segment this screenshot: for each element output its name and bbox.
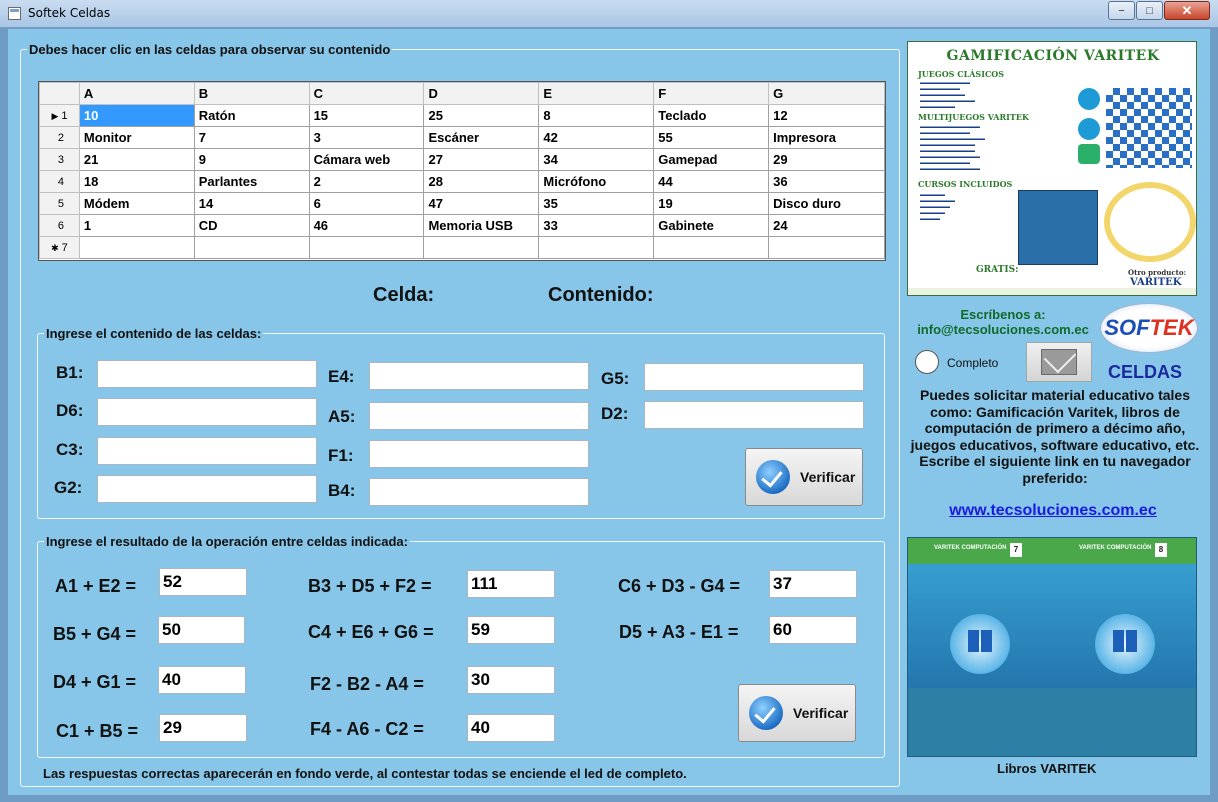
title-bar	[0, 0, 1218, 28]
grid-row[interactable]	[40, 193, 885, 215]
windows-logo-icon	[968, 630, 992, 652]
book-header	[1053, 538, 1197, 564]
book-tag: VARITEK COMPUTACIÓN	[934, 545, 1007, 551]
grid-cell[interactable]: 46	[309, 215, 424, 237]
grid-cell[interactable]: 55	[654, 127, 769, 149]
op-label: F4 - A6 - C2 =	[310, 719, 424, 739]
op-label: B5 + G4 =	[53, 624, 137, 644]
op-input-f4-a6-c2[interactable]	[467, 714, 555, 742]
completo-label: Completo	[947, 356, 999, 370]
op-label: C6 + D3 - G4 =	[618, 576, 741, 596]
row-number: 6	[57, 219, 65, 232]
cell-grid[interactable]	[38, 81, 886, 261]
grid-cell[interactable]: Cámara web	[309, 149, 424, 171]
b4-input[interactable]	[369, 478, 589, 506]
d2-input[interactable]	[644, 401, 864, 429]
promo-title: GAMIFICACIÓN VARITEK	[946, 48, 1160, 64]
grid-cell[interactable]: Teclado	[654, 105, 769, 127]
op-input-c6-d3-g4[interactable]	[769, 570, 857, 598]
book-number: 7	[1010, 543, 1022, 557]
grid-cell[interactable]: 29	[769, 149, 885, 171]
contact-line: Escríbenos a:	[960, 307, 1046, 322]
field-label-a5: A5:	[328, 407, 356, 426]
field-label-c3: C3:	[56, 440, 84, 459]
op-input-d5-a3-e1[interactable]	[769, 616, 857, 644]
row-number: 1	[61, 109, 68, 122]
grid-cell[interactable]	[309, 237, 424, 259]
field-label-b4: B4:	[328, 481, 356, 500]
book-number: 8	[1155, 543, 1167, 557]
row-number: 4	[57, 175, 65, 188]
contact-block	[908, 307, 1098, 337]
check-icon	[756, 460, 790, 494]
promo-otro: Otro producto:	[1128, 268, 1187, 277]
app-icon	[8, 7, 21, 20]
gamification-promo-image	[907, 41, 1197, 296]
grid-cell[interactable]: 10	[79, 105, 194, 127]
op-input-b5-g4[interactable]	[158, 616, 245, 644]
grid-cell[interactable]: 14	[194, 193, 309, 215]
grid-cell[interactable]: Impresora	[769, 127, 885, 149]
grid-cell[interactable]: 2	[309, 171, 424, 193]
grid-cell[interactable]: Parlantes	[194, 171, 309, 193]
logo-tek: TEK	[1149, 315, 1194, 340]
column-header[interactable]: G	[769, 83, 885, 105]
column-header[interactable]: F	[654, 83, 769, 105]
field-label-d2: D2:	[601, 404, 629, 423]
field-label-e4: E4:	[328, 367, 355, 386]
book-base-graphic	[908, 688, 1053, 757]
b1-input[interactable]	[97, 360, 317, 388]
grid-cell[interactable]: Disco duro	[769, 193, 885, 215]
a5-input[interactable]	[369, 402, 589, 430]
grid-cell[interactable]	[654, 237, 769, 259]
maximize-button[interactable]: □	[1136, 1, 1163, 20]
grid-cell[interactable]	[194, 237, 309, 259]
info-text: Puedes solicitar material educativo tales como: Gamificación Varitek, libros de computación de primero a décimo año, juegos educativos, software educativo, etc. Escribe el siguiente link en tu navegador preferido:	[910, 387, 1200, 486]
grid-cell[interactable]: 19	[654, 193, 769, 215]
grid-section-title: Debes hacer clic en las celdas para observar su contenido	[29, 42, 391, 57]
op-input-c4-e6-g6[interactable]	[467, 616, 555, 644]
grid-cell[interactable]: Ratón	[194, 105, 309, 127]
row-header[interactable]	[40, 149, 80, 171]
refresh-icon	[1078, 118, 1100, 140]
op-input-a1-e2[interactable]	[159, 568, 247, 596]
book-cover-8	[1053, 538, 1197, 757]
op-label: F2 - B2 - A4 =	[310, 674, 424, 694]
hand-icon	[1078, 144, 1100, 164]
promo-brand: VARITEK	[1130, 277, 1182, 288]
grid-row[interactable]	[40, 171, 885, 193]
verify-content-label: Verificar	[800, 469, 856, 485]
column-header[interactable]: B	[194, 83, 309, 105]
varitek-books-image	[907, 537, 1197, 757]
row-header[interactable]	[40, 127, 80, 149]
row-marker: ▶	[51, 110, 59, 121]
celda-label: Celda:	[373, 284, 435, 306]
books-label: Libros VARITEK	[997, 761, 1097, 776]
op-label: D5 + A3 - E1 =	[619, 622, 739, 642]
grid-cell[interactable]: 21	[79, 149, 194, 171]
grid-cell[interactable]: 27	[424, 149, 539, 171]
grid-row[interactable]	[40, 237, 885, 259]
row-header[interactable]	[40, 215, 80, 237]
grid-cell[interactable]: 44	[654, 171, 769, 193]
verify-content-button[interactable]	[745, 448, 863, 506]
row-number: 5	[57, 197, 65, 210]
book-header	[908, 538, 1053, 564]
grid-cell[interactable]: CD	[194, 215, 309, 237]
op-input-b3-d5-f2[interactable]	[467, 570, 555, 598]
grid-cell[interactable]: 12	[769, 105, 885, 127]
row-header[interactable]	[40, 105, 80, 127]
op-label: C4 + E6 + G6 =	[308, 622, 434, 642]
grid-cell[interactable]: Micrófono	[539, 171, 654, 193]
book-base-graphic	[1053, 688, 1197, 757]
celdas-title: CELDAS	[1108, 362, 1183, 382]
grid-cell[interactable]: 28	[424, 171, 539, 193]
grid-cell[interactable]: 6	[309, 193, 424, 215]
row-header[interactable]	[40, 237, 80, 259]
grid-cell[interactable]: 33	[539, 215, 654, 237]
column-header[interactable]: C	[309, 83, 424, 105]
op-input-f2-b2-a4[interactable]	[467, 666, 555, 694]
promo-gratis: GRATIS:	[976, 265, 1019, 275]
grid-cell[interactable]: 47	[424, 193, 539, 215]
verify-operations-label: Verificar	[793, 705, 849, 721]
grid-row[interactable]	[40, 127, 885, 149]
grid-cell[interactable]: 1	[79, 215, 194, 237]
logo-sof: SOF	[1104, 315, 1150, 340]
column-header[interactable]: D	[424, 83, 539, 105]
column-header[interactable]: A	[79, 83, 194, 105]
field-label-g5: G5:	[601, 369, 630, 388]
grid-row[interactable]	[40, 105, 885, 127]
row-header[interactable]	[40, 193, 80, 215]
play-icon	[1078, 88, 1100, 110]
footer-note: Las respuestas correctas aparecerán en fondo verde, al contestar todas se enciende el led de completo.	[43, 766, 687, 781]
op-label: C1 + B5 =	[56, 721, 139, 741]
check-icon	[749, 696, 783, 730]
contenido-label: Contenido:	[548, 284, 654, 306]
contact-email: info@tecsoluciones.com.ec	[917, 322, 1089, 337]
promo-text-block: ▬▬▬▬▬▬▬▬▬▬▬▬ ▬▬▬▬▬▬▬▬▬▬ ▬▬▬▬▬▬▬▬▬▬▬▬▬ ▬▬▬▬▬▬▬▬▬▬▬ ▬▬▬▬▬▬▬▬▬▬▬ ▬▬▬▬▬▬▬▬▬▬▬▬ ▬▬▬▬▬▬▬▬▬▬ ▬▬▬▬▬▬▬▬▬▬▬▬	[920, 124, 985, 172]
close-button[interactable]: ✕	[1164, 1, 1210, 20]
operations-section-title: Ingrese el resultado de la operación entre celdas indicada:	[46, 534, 408, 549]
row-number: 2	[57, 131, 65, 144]
grid-table[interactable]	[39, 82, 885, 259]
g5-input[interactable]	[644, 363, 864, 391]
op-label: A1 + E2 =	[55, 576, 137, 596]
game-board-graphic	[1018, 190, 1098, 265]
book-cover-7	[908, 538, 1053, 757]
grid-cell[interactable]: 3	[309, 127, 424, 149]
column-header[interactable]: E	[539, 83, 654, 105]
windows-logo-icon	[1113, 630, 1137, 652]
grid-cell[interactable]: 24	[769, 215, 885, 237]
window-title: Softek Celdas	[28, 6, 111, 20]
content-section-title: Ingrese el contenido de las celdas:	[46, 326, 262, 341]
grid-cell[interactable]: Gamepad	[654, 149, 769, 171]
e4-input[interactable]	[369, 362, 589, 390]
grid-cell[interactable]	[424, 237, 539, 259]
promo-multi-title: MULTIJUEGOS VARITEK	[918, 112, 1029, 122]
softek-logo	[1100, 303, 1198, 353]
grid-cell[interactable]	[769, 237, 885, 259]
f1-input[interactable]	[369, 440, 589, 468]
grid-cell[interactable]: Módem	[79, 193, 194, 215]
op-label: B3 + D5 + F2 =	[308, 576, 432, 596]
promo-warning-strip	[908, 288, 1197, 296]
d6-input[interactable]	[97, 398, 317, 426]
game-ring-graphic	[1104, 182, 1196, 262]
grid-cell[interactable]	[79, 237, 194, 259]
grid-cell[interactable]: 18	[79, 171, 194, 193]
verify-operations-button[interactable]	[738, 684, 856, 742]
op-input-d4-g1[interactable]	[158, 666, 246, 694]
grid-cell[interactable]: Monitor	[79, 127, 194, 149]
envelope-icon	[1041, 349, 1077, 375]
grid-cell[interactable]: 15	[309, 105, 424, 127]
row-number: 7	[61, 241, 68, 254]
grid-cell[interactable]: Memoria USB	[424, 215, 539, 237]
grid-header-row	[40, 83, 885, 105]
website-link[interactable]: www.tecsoluciones.com.ec	[949, 502, 1157, 519]
c3-input[interactable]	[97, 437, 317, 465]
grid-cell[interactable]: 7	[194, 127, 309, 149]
grid-cell[interactable]: 36	[769, 171, 885, 193]
promo-text-block: ▬▬▬▬▬ ▬▬▬▬▬▬▬ ▬▬▬▬▬▬ ▬▬▬▬▬ ▬▬▬▬	[920, 192, 955, 222]
grid-row[interactable]	[40, 215, 885, 237]
row-number: 3	[57, 153, 65, 166]
op-input-c1-b5[interactable]	[159, 714, 247, 742]
completo-led	[915, 350, 939, 374]
checkerboard-graphic	[1106, 88, 1192, 168]
promo-juegos-title: JUEGOS CLÁSICOS	[918, 69, 1005, 79]
field-label-d6: D6:	[56, 401, 84, 420]
grid-cell[interactable]: 34	[539, 149, 654, 171]
minimize-button[interactable]: −	[1108, 1, 1135, 20]
promo-text-block: ▬▬▬▬▬▬▬▬▬▬ ▬▬▬▬▬▬▬▬ ▬▬▬▬▬▬▬▬▬ ▬▬▬▬▬▬▬▬▬▬▬ ▬▬▬▬▬▬▬	[920, 80, 975, 110]
grid-corner	[40, 83, 80, 105]
row-marker: ✱	[51, 242, 59, 253]
field-label-g2: G2:	[54, 478, 83, 497]
promo-cursos-title: CURSOS INCLUIDOS	[918, 179, 1013, 189]
grid-cell[interactable]: 9	[194, 149, 309, 171]
grid-cell[interactable]: 42	[539, 127, 654, 149]
book-tag: VARITEK COMPUTACIÓN	[1079, 545, 1152, 551]
field-label-b1: B1:	[56, 363, 84, 382]
grid-cell[interactable]	[539, 237, 654, 259]
email-button[interactable]	[1026, 342, 1092, 382]
grid-cell[interactable]: Escáner	[424, 127, 539, 149]
g2-input[interactable]	[97, 475, 317, 503]
row-header[interactable]	[40, 171, 80, 193]
field-label-f1: F1:	[328, 446, 354, 465]
op-label: D4 + G1 =	[53, 672, 137, 692]
grid-cell[interactable]: Gabinete	[654, 215, 769, 237]
grid-cell[interactable]: 8	[539, 105, 654, 127]
grid-cell[interactable]: 25	[424, 105, 539, 127]
grid-row[interactable]	[40, 149, 885, 171]
grid-cell[interactable]: 35	[539, 193, 654, 215]
